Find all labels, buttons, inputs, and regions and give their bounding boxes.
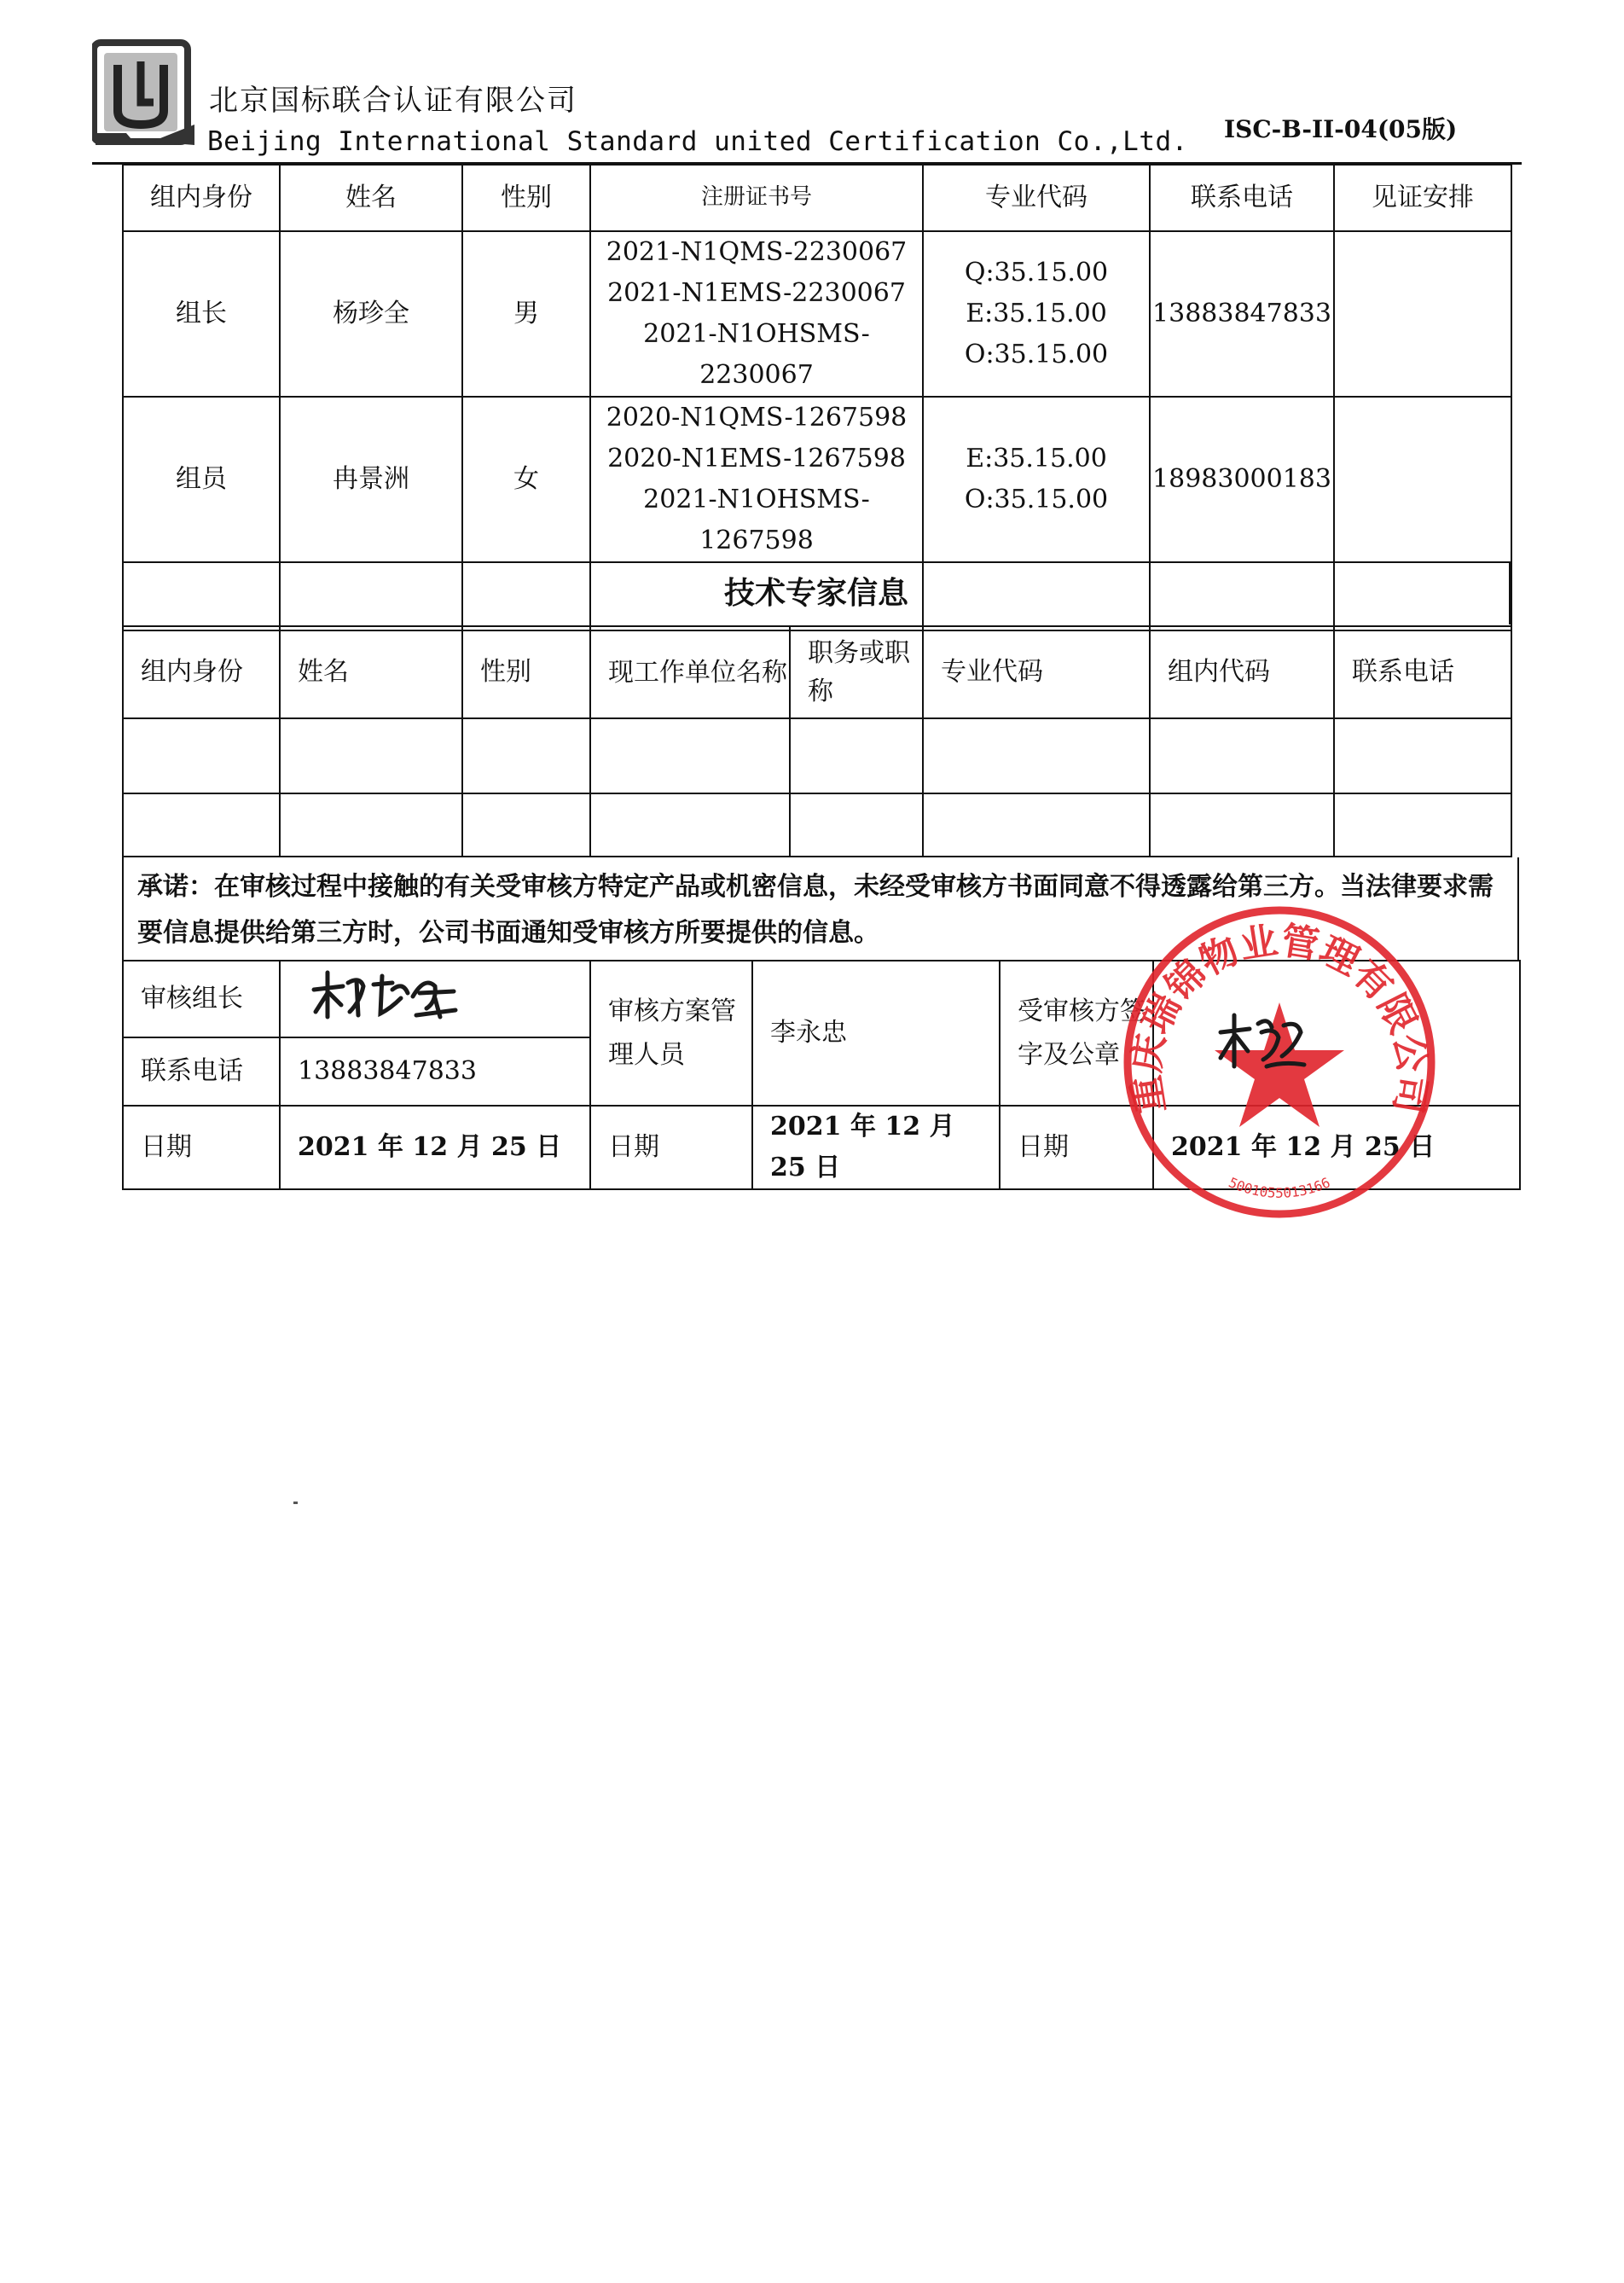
empty-cell: [590, 718, 790, 793]
empty-cell: [1150, 718, 1334, 793]
auditee-label: 受审核方签字及公章: [1000, 961, 1153, 1106]
header-phone: 联系电话: [1334, 626, 1511, 718]
audit-team-table: [122, 164, 1512, 631]
empty-cell: [280, 718, 462, 793]
company-name-en: Beijing International Standard united Certification Co.,Ltd.: [207, 126, 1188, 157]
leader-signature: [307, 964, 461, 1024]
leader-date: 2021 年 12 月 25 日: [280, 1106, 590, 1189]
document-code: ISC-B-II-04(05版): [1224, 115, 1458, 143]
member-codes: [923, 397, 1150, 562]
header-specialty-code: 专业代码: [923, 165, 1150, 231]
specialty-code: O:35.15.00: [964, 485, 1109, 514]
header-role: 组内身份: [123, 165, 280, 231]
date-label: 日期: [590, 1106, 752, 1189]
table-row-empty: [123, 718, 1511, 793]
empty-cell: [790, 718, 923, 793]
member-phone: 13883847833: [1150, 231, 1334, 397]
member-name: 冉景洲: [280, 397, 462, 562]
empty-cell: [923, 718, 1150, 793]
expert-section-title: 技术专家信息: [122, 563, 1511, 624]
member-gender: 男: [462, 231, 590, 397]
manager-date: 2021 年 12 月 25 日: [752, 1106, 1000, 1189]
table-row: [123, 397, 1511, 562]
member-certs: [590, 397, 923, 562]
member-witness: [1334, 231, 1511, 397]
member-gender: 女: [462, 397, 590, 562]
confidentiality-promise: 承诺：在审核过程中接触的有关受审核方特定产品或机密信息，未经受审核方书面同意不得透露给第三方。当法律要求需要信息提供给第三方时，公司书面通知受审核方所要提供的信息。: [122, 857, 1519, 961]
member-codes: [923, 231, 1150, 397]
header-gender: 性别: [462, 626, 590, 718]
table-row: [123, 231, 1511, 397]
leader-label: 审核组长: [123, 961, 280, 1037]
empty-cell: [923, 793, 1150, 857]
header-phone: 联系电话: [1150, 165, 1334, 231]
empty-cell: [280, 793, 462, 857]
table-row-empty: [123, 793, 1511, 857]
header-cert-no: 注册证书号: [590, 165, 923, 231]
member-phone: 18983000183: [1150, 397, 1334, 562]
cert-number: 2020-N1QMS-1267598: [606, 403, 908, 433]
header-workplace: 现工作单位名称: [590, 626, 790, 718]
date-label: 日期: [1000, 1106, 1153, 1189]
header-position: 职务或职称: [790, 626, 923, 718]
header-role: 组内身份: [123, 626, 280, 718]
member-role: 组长: [123, 231, 280, 397]
seal-number: 5001055013166: [1226, 1174, 1333, 1201]
phone-label: 联系电话: [123, 1037, 280, 1106]
table-header-row: [123, 165, 1511, 231]
cert-number: 2021-N1OHSMS-1267598: [643, 485, 870, 555]
scan-speck: [293, 1502, 298, 1504]
header-witness: 见证安排: [1334, 165, 1511, 231]
empty-cell: [462, 718, 590, 793]
specialty-code: E:35.15.00: [966, 299, 1107, 328]
member-witness: [1334, 397, 1511, 562]
cert-number: 2021-N1QMS-2230067: [606, 237, 908, 267]
empty-cell: [123, 718, 280, 793]
table-header-row: [123, 626, 1511, 718]
expert-table: [122, 625, 1512, 857]
manager-name: 李永忠: [752, 961, 1000, 1106]
phone-value: 13883847833: [280, 1037, 590, 1106]
empty-cell: [1334, 718, 1511, 793]
specialty-code: Q:35.15.00: [964, 258, 1109, 288]
empty-cell: [123, 793, 280, 857]
empty-cell: [790, 793, 923, 857]
cert-number: 2020-N1EMS-1267598: [607, 444, 906, 473]
header-specialty-code: 专业代码: [923, 626, 1150, 718]
member-name: 杨珍全: [280, 231, 462, 397]
specialty-code: O:35.15.00: [964, 340, 1109, 369]
cert-number: 2021-N1OHSMS-2230067: [643, 319, 870, 390]
seal-text: 重庆瑞锦物业管理有限公司: [1124, 919, 1435, 1117]
empty-cell: [1334, 793, 1511, 857]
company-name-cn: 北京国标联合认证有限公司: [209, 84, 577, 118]
empty-cell: [1150, 793, 1334, 857]
auditee-signature: [1215, 1007, 1309, 1075]
header-name: 姓名: [280, 626, 462, 718]
auditee-date: 2021 年 12 月 25 日: [1153, 1106, 1520, 1189]
member-certs: [590, 231, 923, 397]
cert-number: 2021-N1EMS-2230067: [607, 278, 906, 308]
manager-label: 审核方案管理人员: [590, 961, 752, 1106]
member-role: 组员: [123, 397, 280, 562]
date-label: 日期: [123, 1106, 280, 1189]
header-group-code: 组内代码: [1150, 626, 1334, 718]
header-name: 姓名: [280, 165, 462, 231]
company-logo: [92, 39, 194, 147]
empty-cell: [590, 793, 790, 857]
specialty-code: E:35.15.00: [966, 444, 1107, 473]
header-gender: 性别: [462, 165, 590, 231]
empty-cell: [462, 793, 590, 857]
